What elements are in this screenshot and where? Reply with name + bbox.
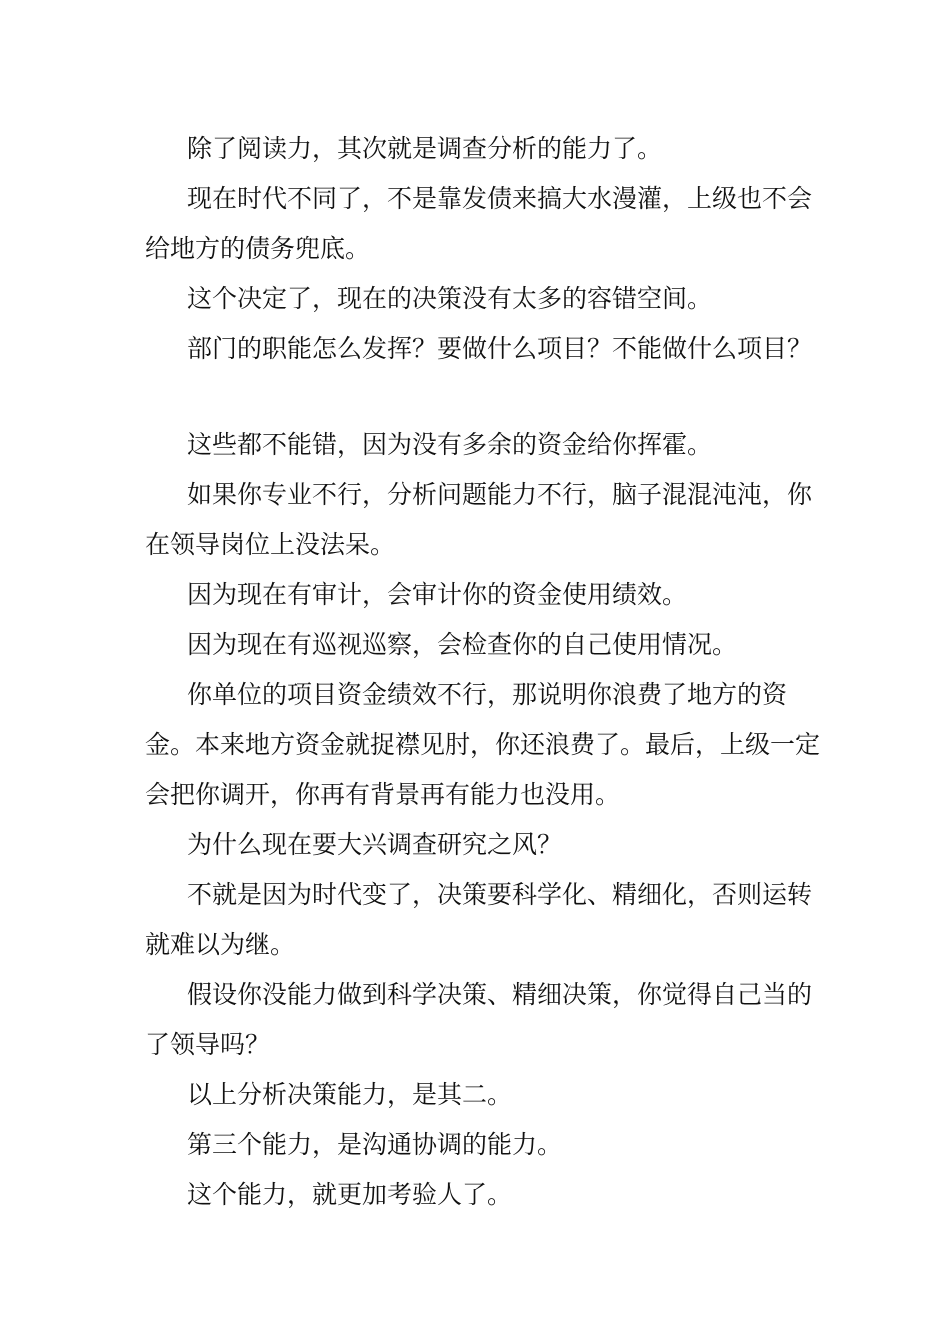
document-body (145, 124, 825, 1220)
paragraph-13: 以上分析决策能力，是其二。 (187, 1080, 513, 1109)
paragraph-2: 现在时代不同了，不是靠发债来搞大水漫灌，上级也不会给地方的债务兜底。 (145, 184, 813, 263)
paragraph-9: 你单位的项目资金绩效不行，那说明你浪费了地方的资金。本来地方资金就捉襟见肘，你还浪费了。最后，上级一定会把你调开，你再有背景再有能力也没用。 (145, 680, 821, 809)
paragraph-3: 这个决定了，现在的决策没有太多的容错空间。 (187, 284, 713, 313)
paragraph-11: 不就是因为时代变了，决策要科学化、精细化，否则运转就难以为继。 (145, 880, 813, 959)
paragraph-10: 为什么现在要大兴调查研究之风？ (187, 830, 563, 859)
paragraph-5: 这些都不能错，因为没有多余的资金给你挥霍。 (187, 430, 713, 459)
paragraph-1: 除了阅读力，其次就是调查分析的能力了。 (187, 134, 663, 163)
paragraph-14: 第三个能力，是沟通协调的能力。 (187, 1130, 563, 1159)
paragraph-7: 因为现在有审计，会审计你的资金使用绩效。 (187, 580, 688, 609)
paragraph-4: 部门的职能怎么发挥？要做什么项目？不能做什么项目？ (187, 334, 813, 363)
paragraph-6: 如果你专业不行，分析问题能力不行，脑子混混沌沌，你在领导岗位上没法呆。 (145, 480, 813, 559)
paragraph-8: 因为现在有巡视巡察，会检查你的自己使用情况。 (187, 630, 738, 659)
paragraph-15: 这个能力，就更加考验人了。 (187, 1180, 513, 1209)
paragraph-12: 假设你没能力做到科学决策、精细决策，你觉得自己当的了领导吗？ (145, 980, 813, 1059)
